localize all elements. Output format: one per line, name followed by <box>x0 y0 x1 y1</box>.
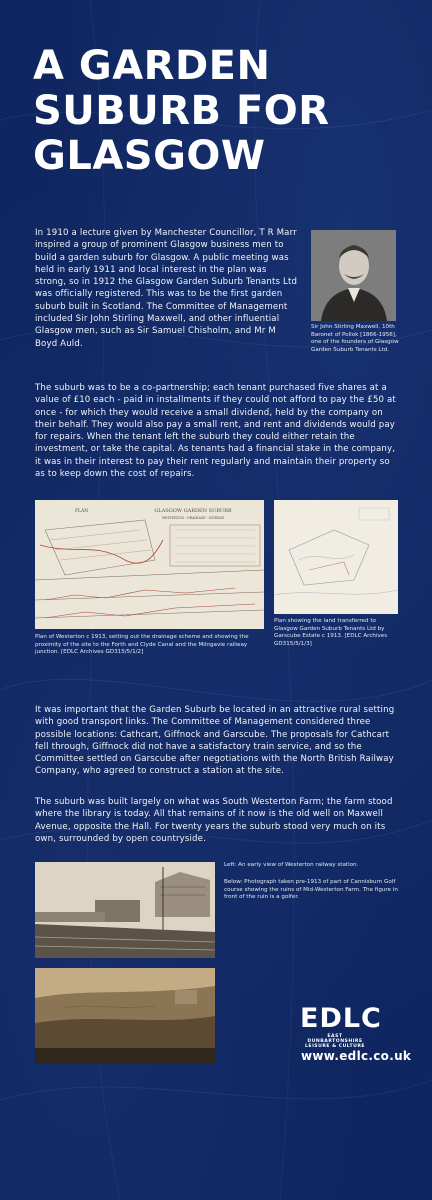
website-url[interactable]: www.edlc.co.uk <box>301 1049 412 1063</box>
map-plan-label: PLAN <box>75 509 89 514</box>
portrait-photo <box>311 230 396 321</box>
portrait-caption: Sir John Stirling Maxwell, 10th Baronet of Pollok [1866-1956], one of the founders of Glasgow Garden Suburb Tenants Ltd. <box>311 324 399 353</box>
edlc-logo[interactable] <box>300 1005 400 1049</box>
railway-caption: Left: An early view of Westerton railway station. <box>224 862 359 868</box>
land-transfer-caption: Plan showing the land transferred to Glasgow Garden Suburb Tenants Ltd by Garscube Estate c 1913. [EDLC Archives GD315/5/1/3] <box>274 618 388 647</box>
co-partnership-paragraph: The suburb was to be a co-partnership; each tenant purchased five shares at a value of £10 each - paid in installments if they could not afford to pay the £50 at once - for which they would receive a small dividend, held by the company on their behalf. They would also pay a small rent, and rent and dividends would pay for repairs. When the tenant left the suburb they could either retain the investment, or take the capital. As tenants had a financial stake in the company, it was in their interest to pay their rent regularly and maintain their property so as to keep down the cost of repairs. <box>35 383 396 480</box>
farm-photo-caption: Below: Photograph taken pre-1913 of part of Cannisburn Golf course showing the ruins of Mid-Westerton Farm. The figure in front of the ruin is a golfer. <box>224 879 398 901</box>
intro-paragraph: In 1910 a lecture given by Manchester Councillor, T R Marr inspired a group of prominent Glasgow business men to build a garden suburb for Glasgow. A public meeting was held in early 1911 and local interest in the plan was strong, so in 1912 the Glasgow Garden Suburb Tenants Ltd was officially registered. This was to be the first garden suburb built in Scotland. The Committee of Management included Sir John Stirling Maxwell, and other influential Glasgow men, such as Sir Samuel Chisholm, and Mr M Boyd Auld. <box>35 228 298 349</box>
map-subheading: WESTERTON · DRAINAGE · SCHEME <box>162 516 224 520</box>
land-transfer-map <box>274 500 398 614</box>
location-paragraph: It was important that the Garden Suburb be located in an attractive rural setting with good transport links. The Committee of Management considered three possible locations: Cathcart, Giffnock and Garscube. The proposals for Cathcart fell through, Giffnock did not have a satisfactory train service, and so the Committee settled on Garscube after negotiations with the North British Railway Company, who agreed to construct a station at the site. <box>35 705 395 777</box>
westerton-plan-caption: Plan of Westerton c 1913, setting out the drainage scheme and showing the proximity of the site to the Forth and Clyde Canal and the Milngavie railway junction. [EDLC Archives GD315/5/1/2] <box>35 634 249 656</box>
map-heading: GLASGOW GARDEN SUBURB <box>154 508 232 514</box>
farm-ruins-photo <box>35 968 215 1064</box>
logo-mark: EDLC <box>300 1003 382 1034</box>
westerton-plan-map <box>35 500 264 629</box>
railway-station-photo <box>35 862 215 958</box>
logo-tagline: EAST DUNBARTONSHIRE LEISURE & CULTURE <box>305 1034 365 1049</box>
page-title: A GARDEN SUBURB FOR GLASGOW <box>33 43 330 179</box>
farm-history-paragraph: The suburb was built largely on what was South Westerton Farm; the farm stood where the library is today. All that remains of it now is the old well on Maxwell Avenue, opposite the Hall. For twenty years the suburb stood very much on its own, surrounded by open countryside. <box>35 797 393 844</box>
